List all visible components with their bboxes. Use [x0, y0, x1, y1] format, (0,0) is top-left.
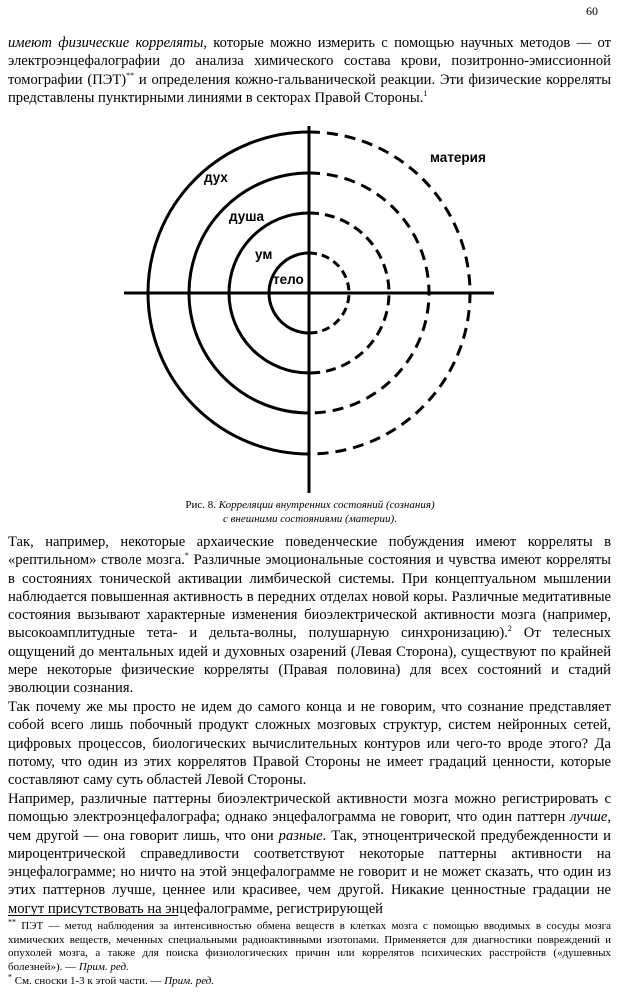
footnote-mark-pet[interactable]: **	[126, 70, 135, 80]
caption-line-2: с внешними состояниями (материи).	[223, 512, 397, 525]
para1-text-a: Так, например, некоторые архаические поведенческие побуждения имеют корреляты в «рептильном» стволе мозга.	[8, 534, 611, 569]
paragraph-3	[8, 790, 611, 918]
intro-text-b: и определения кожно-гальванической реакции. Эти физические корреляты представлены пунктирными линиями в секторах Правой Стороны.	[8, 71, 611, 106]
endnote-mark-2[interactable]: 2	[507, 624, 512, 634]
caption-line-1: Корреляции внутренних состояний (сознания)	[218, 499, 435, 511]
label-mind: ум	[255, 247, 273, 262]
footnote-star	[8, 972, 611, 989]
para3-italic-different: разные	[278, 827, 323, 844]
para2-text: Так почему же мы просто не идем до самого конца и не говорим, что сознание представляет собой всего лишь побочный продукт сложных мозговых структур, систем нейронных сетей, цифровых процессов, биологических вычислительных контуров или чего-то вроде этого? Да потому, что один из этих коррелятов Правой Стороны не имеет градаций ценности, которые составляют саму суть областей Левой Стороны.	[8, 699, 611, 789]
footnote-mark-star[interactable]: *	[184, 551, 189, 561]
para3-text-a: Например, различные паттерны биоэлектрической активности мозга можно регистрировать с помощью электроэнцефалографа; однако энцефалограмма не говорит, что один паттерн	[8, 791, 611, 826]
footnote-pet-text: ПЭТ — метод наблюдения за интенсивностью обмена веществ в клетках мозга с помощью вводимых в сосуды мозга химических веществ, меченных специальными радиоактивными изотопами. Применяется для диагностики повреждений и опухолей мозга, а также для поиска физиологических причин или коррелятов психических расстройств («душевных болезней»). —	[8, 920, 611, 973]
footnote-pet	[8, 917, 611, 974]
intro-paragraph	[8, 34, 611, 107]
footnote-star-mark: *	[8, 972, 12, 982]
para1-text-c: От телесных ощущений до ментальных идей и духовных озарений (Левая Сторона), существуют по крайней мере некоторые физические корреляты (Правая половина) для всех состояний и стадий эволюции сознания.	[8, 625, 611, 697]
caption-prefix: Рис. 8.	[185, 499, 219, 511]
footnote-pet-mark: **	[8, 917, 16, 927]
paragraph-2	[8, 698, 611, 789]
intro-italic: имеют физические корреляты	[8, 35, 204, 51]
endnote-mark-1[interactable]: 1	[423, 89, 428, 99]
label-body: тело	[273, 272, 304, 287]
page-number: 60	[586, 4, 598, 18]
figure-8-diagram	[118, 122, 500, 497]
label-matter: материя	[430, 150, 486, 165]
intro-text-a: , которые можно измерить с помощью научных методов — от электроэнцефалографии до анализа химического состава крови, позитронно-эмиссионной томографии (ПЭТ)	[8, 35, 611, 88]
label-soul: душа	[229, 209, 265, 224]
paragraph-1	[8, 533, 611, 698]
para3-italic-better: лучше	[570, 809, 608, 826]
para3-text-b: , чем другой — она говорит лишь, что они	[8, 809, 611, 844]
para1-text-b: Различные эмоциональные состояния и чувства имеют корреляты в состояниях тонической активации лимбической системы. При концептуальном мышлении наблюдается повышенная активность в передних отделах новой коры. Различные медитативные состояния вызывают характерные изменения биоэлектрической активности мозга (например, высокоамплитудные тета- и дельта-волны, полушарную синхронизацию).	[8, 552, 611, 642]
label-spirit: дух	[204, 170, 228, 185]
para3-text-c: . Так, этноцентрической предубежденности и мироцентрической справедливости соответствуют некоторые паттерны активности на энцефалограмме; но ничто на этой энцефалограмме не говорит и не может сказать, что один из этих паттернов лучше, ценнее или красивее, чем другой. Никакие ценностные градации не могут присутствовать на энцефалограмме, регистрирующей	[8, 827, 611, 917]
footnote-pet-note: Прим. ред.	[78, 960, 129, 973]
footnote-separator	[8, 915, 178, 916]
footnote-star-note: Прим. ред.	[164, 975, 215, 987]
figure-caption	[0, 499, 620, 526]
footnote-star-text: См. сноски 1-3 к этой части. —	[12, 975, 165, 987]
